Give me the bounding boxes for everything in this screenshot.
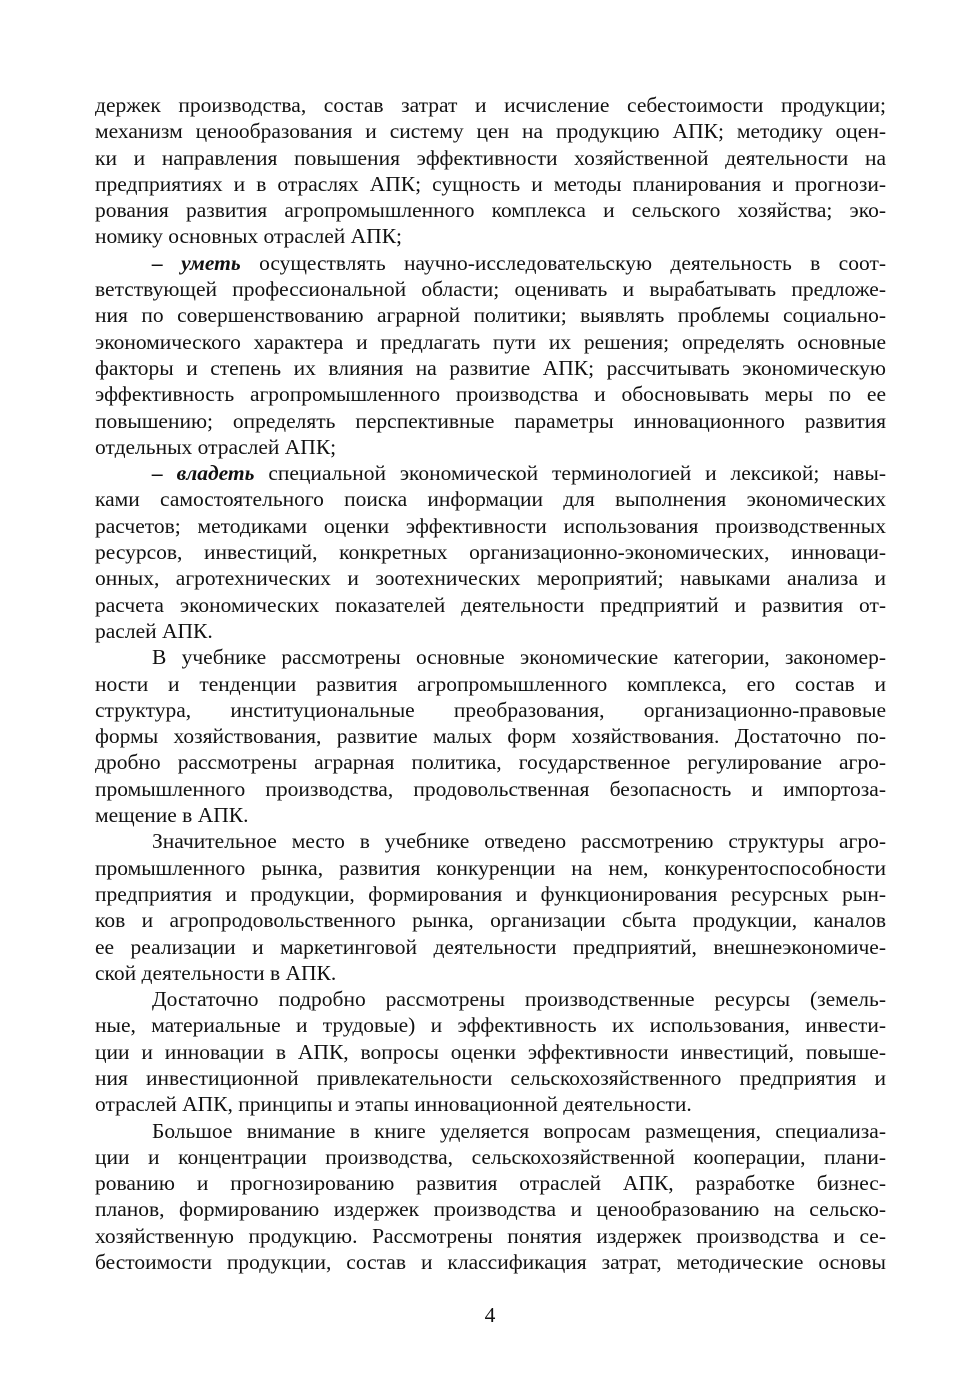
text-line <box>95 355 886 381</box>
text-line <box>95 1091 886 1117</box>
text-line <box>95 1118 886 1144</box>
text-line <box>95 1196 886 1222</box>
text-line <box>95 381 886 407</box>
text-line <box>95 329 886 355</box>
text-line <box>95 513 886 539</box>
text-line <box>95 723 886 749</box>
text-line <box>95 618 886 644</box>
list-dash: – <box>152 250 182 275</box>
line-text: промышленного рынка, развития конкуренции на нем, конкурентоспособности <box>95 855 886 880</box>
line-text: ветствующей профессиональной области; оценивать и вырабатывать предложе- <box>95 277 886 302</box>
line-text: осуществлять научно-исследовательскую деятельность в соот- <box>240 250 887 275</box>
line-text: формы хозяйствования, развитие малых форм хозяйствования. Достаточно по- <box>95 724 886 749</box>
text-line <box>95 1249 886 1275</box>
text-line <box>95 749 886 775</box>
text-line <box>95 276 886 302</box>
line-text: предприятия и продукции, формирования и функционирования ресурсных рын- <box>95 881 886 906</box>
line-text: ки и направления повышения эффективности хозяйственной деятельности на <box>95 145 886 170</box>
text-line <box>95 408 886 434</box>
text-line <box>95 960 886 986</box>
list-dash: – <box>152 461 177 486</box>
text-line <box>95 1170 886 1196</box>
line-text: ния инвестиционной привлекательности сельскохозяйственного предприятия и <box>95 1065 886 1090</box>
line-text: В учебнике рассмотрены основные экономические категории, закономер- <box>152 645 886 670</box>
line-text: факторы и степень их влияния на развитие АПК; рассчитывать экономическую <box>95 355 886 380</box>
line-text: рования развития агропромышленного комплекса и сельского хозяйства; эко- <box>95 198 886 223</box>
text-line <box>95 223 886 249</box>
line-text: держек производства, состав затрат и исчисление себестоимости продукции; <box>95 93 886 117</box>
text-line <box>95 250 886 276</box>
text-line <box>95 1012 886 1038</box>
line-text: ции и концентрации производства, сельскохозяйственной кооперации, плани- <box>95 1144 886 1169</box>
line-text: предприятиях и в отраслях АПК; сущность и методы планирования и прогнози- <box>95 171 886 196</box>
body-text <box>95 92 886 1275</box>
text-line <box>95 145 886 171</box>
line-text: номику основных отраслей АПК; <box>95 224 403 249</box>
line-text: расчетов; методиками оценки эффективности использования производственных <box>95 513 886 538</box>
text-line <box>95 434 886 460</box>
text-line <box>95 934 886 960</box>
line-text: промышленного производства, продовольственная безопасность и импортоза- <box>95 776 886 801</box>
text-line <box>95 986 886 1012</box>
text-line <box>95 486 886 512</box>
line-text: структура, институциональные преобразования, организационно-правовые <box>95 697 886 722</box>
competency-keyword: владеть <box>176 461 255 486</box>
line-text: ния по совершенствованию аграрной политики; выявлять проблемы социально- <box>95 303 886 328</box>
line-text: Достаточно подробно рассмотрены производственные ресурсы (земель- <box>152 987 886 1012</box>
text-line <box>95 92 886 118</box>
line-text: отраслей АПК, принципы и этапы инновационной деятельности. <box>95 1092 692 1117</box>
text-line <box>95 881 886 907</box>
line-text: механизм ценообразования и систему цен на продукцию АПК; методику оцен- <box>95 119 886 144</box>
line-text: ее реализации и маркетинговой деятельности предприятий, внешнеэкономиче- <box>95 934 886 959</box>
line-text: ков и агропродовольственного рынка, организации сбыта продукции, каналов <box>95 908 886 933</box>
line-text: специальной экономической терминологией и лексикой; навы- <box>254 461 887 486</box>
text-line <box>95 644 886 670</box>
text-line <box>95 118 886 144</box>
text-line <box>95 671 886 697</box>
text-line <box>95 171 886 197</box>
text-line <box>95 1039 886 1065</box>
text-line <box>95 565 886 591</box>
line-text: раслей АПК. <box>95 618 213 643</box>
line-text: ции и инновации в АПК, вопросы оценки эффективности инвестиций, повыше- <box>95 1039 886 1064</box>
line-text: бестоимости продукции, состав и классификация затрат, методические основы <box>95 1250 886 1275</box>
competency-keyword: уметь <box>181 250 241 275</box>
text-line <box>95 828 886 854</box>
line-text: Большое внимание в книге уделяется вопросам размещения, специализа- <box>152 1118 886 1143</box>
text-line <box>95 302 886 328</box>
document-page <box>95 92 886 1275</box>
line-text: ные, материальные и трудовые) и эффективность их использования, инвести- <box>95 1013 886 1038</box>
text-line <box>95 855 886 881</box>
line-text: эффективность агропромышленного производства и обосновывать меры по ее <box>95 382 886 407</box>
text-line <box>95 592 886 618</box>
line-text: онных, агротехнических и зоотехнических мероприятий; навыками анализа и <box>95 566 886 591</box>
text-line <box>95 1065 886 1091</box>
line-text: ками самостоятельного поиска информации для выполнения экономических <box>95 487 886 512</box>
text-line <box>95 1144 886 1170</box>
text-line <box>95 460 886 486</box>
line-text: дробно рассмотрены аграрная политика, государственное регулирование агро- <box>95 750 886 775</box>
text-line <box>95 697 886 723</box>
text-line <box>95 776 886 802</box>
line-text: планов, формированию издержек производства и ценообразованию на сельско- <box>95 1197 886 1222</box>
page-number: 4 <box>484 1303 496 1327</box>
line-text: экономического характера и предлагать пути их решения; определять основные <box>95 329 886 354</box>
text-line <box>95 802 886 828</box>
text-line <box>95 197 886 223</box>
line-text: хозяйственную продукцию. Рассмотрены понятия издержек производства и се- <box>95 1223 886 1248</box>
line-text: отдельных отраслей АПК; <box>95 434 337 459</box>
line-text: ской деятельности в АПК. <box>95 960 337 985</box>
line-text: мещение в АПК. <box>95 803 249 828</box>
line-text: повышению; определять перспективные параметры инновационного развития <box>95 408 886 433</box>
line-text: расчета экономических показателей деятельности предприятий и развития от- <box>95 592 886 617</box>
line-text: рованию и прогнозированию развития отраслей АПК, разработке бизнес- <box>95 1171 886 1196</box>
line-text: Значительное место в учебнике отведено рассмотрению структуры агро- <box>152 829 886 854</box>
text-line <box>95 907 886 933</box>
text-line <box>95 1223 886 1249</box>
line-text: ресурсов, инвестиций, конкретных организационно-экономических, инноваци- <box>95 540 886 565</box>
line-text: ности и тенденции развития агропромышленного комплекса, его состав и <box>95 671 886 696</box>
text-line <box>95 539 886 565</box>
